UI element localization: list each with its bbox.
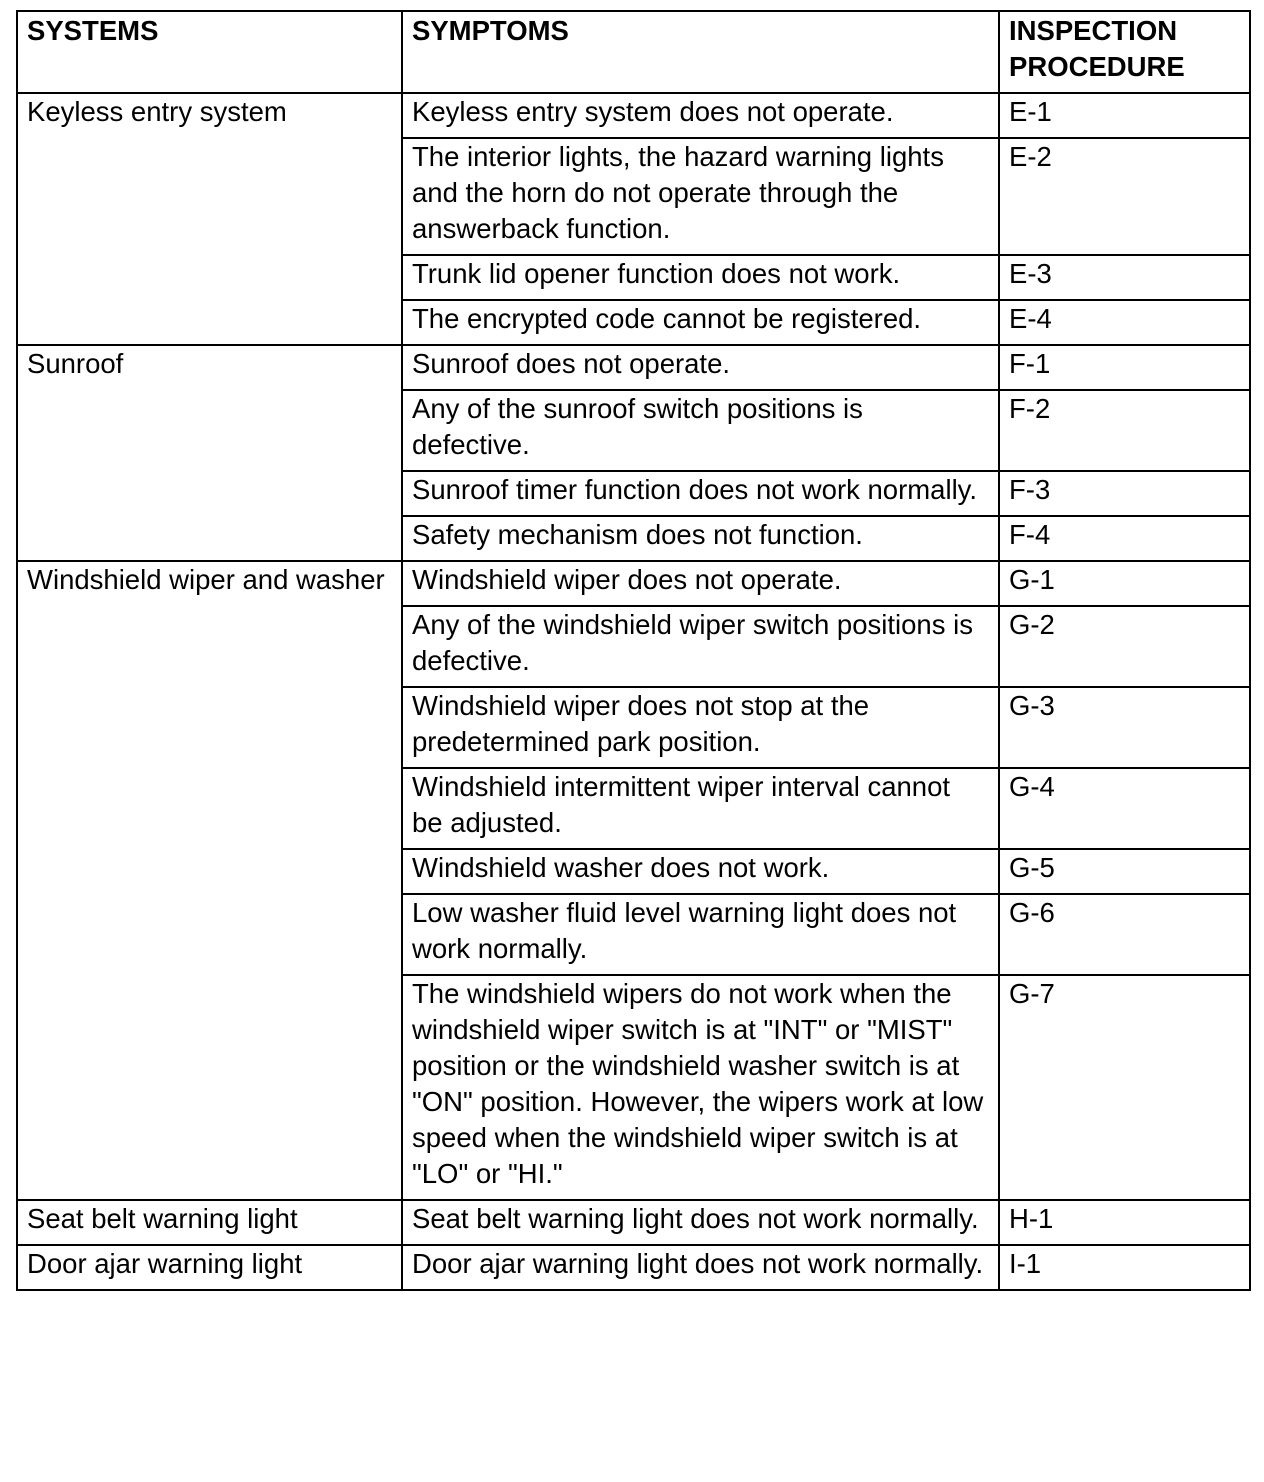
- procedure-cell: G-4: [999, 768, 1250, 849]
- procedure-cell: F-3: [999, 471, 1250, 516]
- header-row: [17, 11, 1250, 93]
- table-row: [17, 93, 1250, 138]
- header-inspection-procedure: INSPECTION PROCEDURE: [999, 11, 1250, 93]
- system-cell: Windshield wiper and washer: [17, 561, 402, 1200]
- procedure-cell: E-4: [999, 300, 1250, 345]
- symptom-cell: Windshield washer does not work.: [402, 849, 999, 894]
- procedure-cell: E-2: [999, 138, 1250, 255]
- procedure-cell: G-3: [999, 687, 1250, 768]
- symptom-cell: The windshield wipers do not work when the windshield wiper switch is at "INT" or "MIST" position or the windshield washer switch is at "ON" position. However, the wipers work at low speed when the windshield wiper switch is at "LO" or "HI.": [402, 975, 999, 1200]
- procedure-cell: F-1: [999, 345, 1250, 390]
- procedure-cell: G-2: [999, 606, 1250, 687]
- table-row: [17, 1245, 1250, 1290]
- symptom-cell: Seat belt warning light does not work normally.: [402, 1200, 999, 1245]
- symptom-cell: The interior lights, the hazard warning lights and the horn do not operate through the answerback function.: [402, 138, 999, 255]
- procedure-cell: E-3: [999, 255, 1250, 300]
- procedure-cell: F-2: [999, 390, 1250, 471]
- procedure-cell: E-1: [999, 93, 1250, 138]
- symptom-cell: Sunroof timer function does not work normally.: [402, 471, 999, 516]
- procedure-cell: I-1: [999, 1245, 1250, 1290]
- table-row: [17, 345, 1250, 390]
- symptom-cell: Windshield wiper does not operate.: [402, 561, 999, 606]
- header-symptoms: SYMPTOMS: [402, 11, 999, 93]
- system-cell: Seat belt warning light: [17, 1200, 402, 1245]
- symptom-cell: Any of the windshield wiper switch positions is defective.: [402, 606, 999, 687]
- table-row: [17, 1200, 1250, 1245]
- symptom-cell: Sunroof does not operate.: [402, 345, 999, 390]
- symptom-cell: Windshield wiper does not stop at the predetermined park position.: [402, 687, 999, 768]
- symptom-cell: Windshield intermittent wiper interval cannot be adjusted.: [402, 768, 999, 849]
- symptom-cell: Low washer fluid level warning light does not work normally.: [402, 894, 999, 975]
- procedure-cell: G-5: [999, 849, 1250, 894]
- header-systems: SYSTEMS: [17, 11, 402, 93]
- procedure-cell: F-4: [999, 516, 1250, 561]
- procedure-cell: G-1: [999, 561, 1250, 606]
- symptom-cell: Keyless entry system does not operate.: [402, 93, 999, 138]
- symptom-cell: Trunk lid opener function does not work.: [402, 255, 999, 300]
- system-cell: Sunroof: [17, 345, 402, 561]
- table-body: [17, 93, 1250, 1290]
- symptom-cell: Any of the sunroof switch positions is defective.: [402, 390, 999, 471]
- troubleshooting-table: [16, 10, 1251, 1291]
- system-cell: Door ajar warning light: [17, 1245, 402, 1290]
- table-header: [17, 11, 1250, 93]
- symptom-cell: Door ajar warning light does not work normally.: [402, 1245, 999, 1290]
- procedure-cell: G-6: [999, 894, 1250, 975]
- table-row: [17, 561, 1250, 606]
- symptom-cell: Safety mechanism does not function.: [402, 516, 999, 561]
- system-cell: Keyless entry system: [17, 93, 402, 345]
- procedure-cell: G-7: [999, 975, 1250, 1200]
- procedure-cell: H-1: [999, 1200, 1250, 1245]
- symptom-cell: The encrypted code cannot be registered.: [402, 300, 999, 345]
